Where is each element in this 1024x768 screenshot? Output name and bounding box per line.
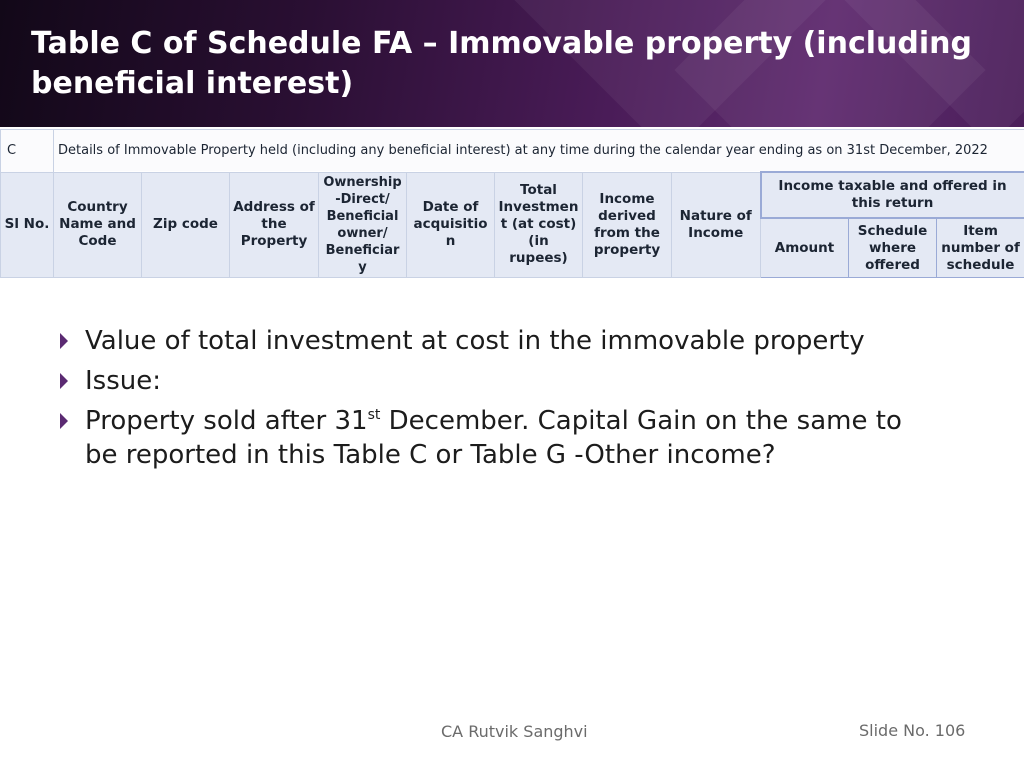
column-header-date-of-acquisition: Date of acquisition xyxy=(407,172,495,278)
column-header-ownership: Ownership -Direct/ Beneficial owner/ Beneficiar y xyxy=(319,172,407,278)
column-header-address: Address of the Property xyxy=(230,172,319,278)
bullet-item xyxy=(58,364,918,398)
section-letter: C xyxy=(1,130,54,173)
bullet-text: Value of total investment at cost in the immovable property xyxy=(85,326,865,356)
footer-author: CA Rutvik Sanghvi xyxy=(441,722,588,741)
bullet-arrow-icon xyxy=(60,333,68,349)
section-description: Details of Immovable Property held (including any beneficial interest) at any time during the calendar year ending as on 31st December, 2022 xyxy=(54,130,1024,173)
slide-header xyxy=(0,0,1024,127)
column-header-income-derived: Income derived from the property xyxy=(583,172,672,278)
bullet-list xyxy=(58,324,918,478)
schedule-fa-table-c xyxy=(0,129,1024,278)
column-header-schedule-where-offered: Schedule where offered xyxy=(849,218,937,278)
bullet-item xyxy=(58,324,918,358)
column-header-total-investment: Total Investmen t (at cost) (in rupees) xyxy=(495,172,583,278)
bullet-arrow-icon xyxy=(60,413,68,429)
bullet-arrow-icon xyxy=(60,373,68,389)
column-header-country: Country Name and Code xyxy=(54,172,142,278)
column-header-item-number: Item number of schedule xyxy=(937,218,1024,278)
column-group-income-taxable: Income taxable and offered in this return xyxy=(761,172,1024,218)
bullet-superscript: st xyxy=(367,407,381,423)
column-header-zip-code: Zip code xyxy=(142,172,230,278)
bullet-text: Issue: xyxy=(85,366,161,396)
slide-number: Slide No. 106 xyxy=(859,721,966,740)
bullet-text-part: December. Capital Gain on the same to be reported in this Table C or Table G -Other income? xyxy=(85,406,902,470)
bullet-item xyxy=(58,404,918,472)
bullet-text-part: Property sold after 31 xyxy=(85,406,368,436)
slide-title: Table C of Schedule FA – Immovable property (including beneficial interest) xyxy=(31,26,972,101)
column-header-sl-no: Sl No. xyxy=(1,172,54,278)
column-header-nature-of-income: Nature of Income xyxy=(672,172,761,278)
column-header-amount: Amount xyxy=(761,218,849,278)
